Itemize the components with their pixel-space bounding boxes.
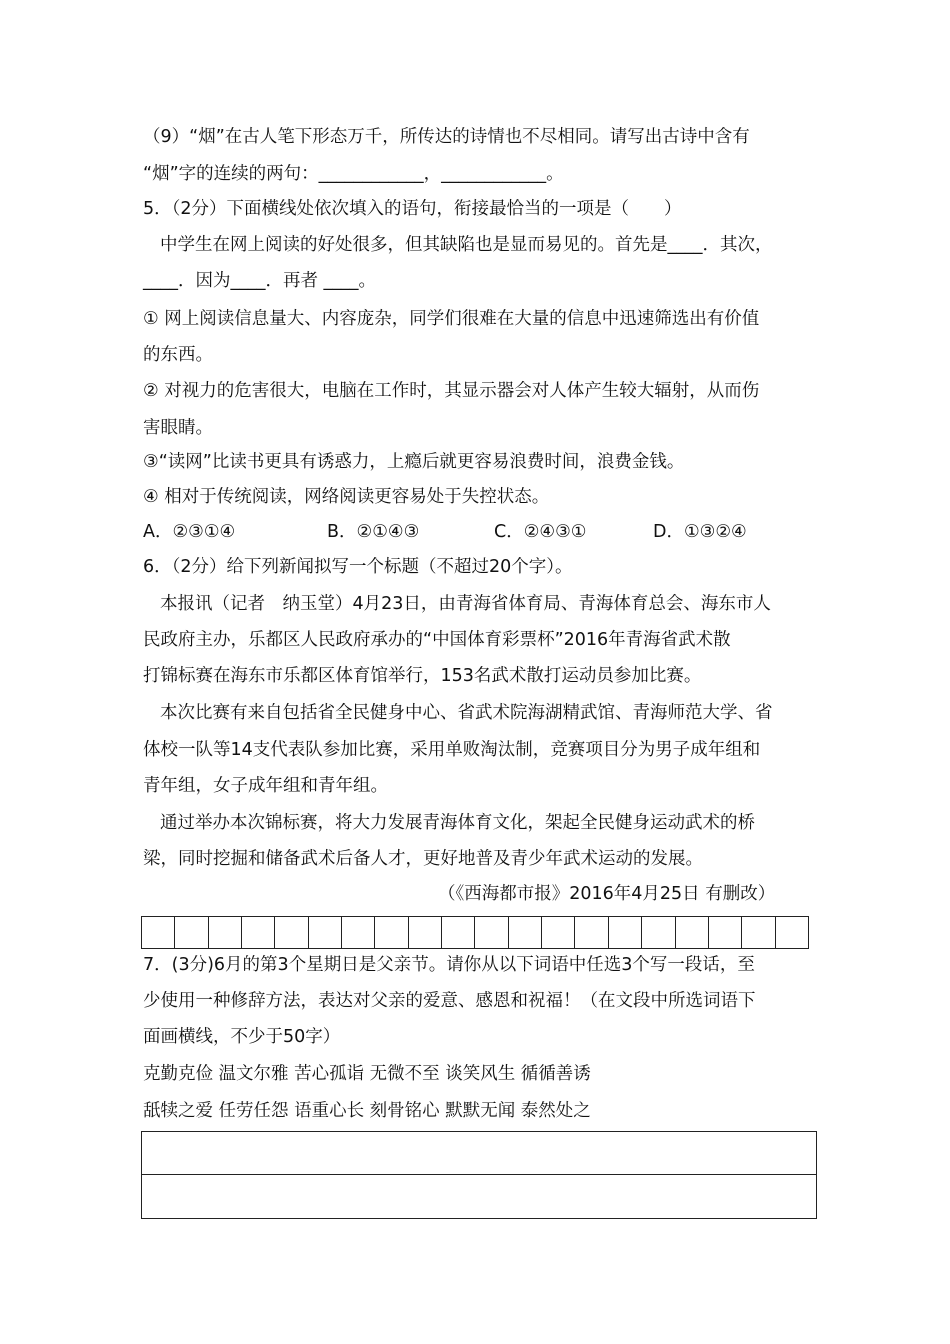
q4-9-line1: （9）“烟”在古人笔下形态万千，所传达的诗情也不尽相同。请写出古诗中含有: [143, 127, 750, 147]
q6-paragraph1-line2: 民政府主办，乐都区人民政府承办的“中国体育彩票杯”2016年青海省武术散: [143, 630, 731, 650]
q5-sentence4: ④ 相对于传统阅读，网络阅读更容易处于失控状态。: [143, 487, 550, 507]
q6-paragraph3-line1: 通过举办本次锦标赛，将大力发展青海体育文化，架起全民健身运动武术的桥: [160, 813, 755, 833]
q5-option-b: B．②①④③: [327, 522, 420, 542]
q5-passage-line1: 中学生在网上阅读的好处很多，但其缺陷也是显而易见的。首先是____．其次，: [160, 235, 773, 255]
q7-stem-line2: 少使用一种修辞方法，表达对父亲的爱意、感恩和祝福！（在文段中所选词语下: [143, 991, 756, 1011]
answer-cell[interactable]: [742, 917, 775, 948]
q5-option-c: C．②④③①: [494, 522, 587, 542]
q6-paragraph3-line2: 梁，同时挖掘和储备武术后备人才，更好地普及青少年武术运动的发展。: [143, 849, 703, 869]
answer-cell[interactable]: [275, 917, 308, 948]
q5-stem: 5．（2分）下面横线处依次填入的语句，衔接最恰当的一项是（ ）: [143, 199, 682, 219]
answer-cell[interactable]: [175, 917, 208, 948]
q6-paragraph1-line1: 本报讯（记者 纳玉堂）4月23日，由青海省体育局、青海体育总会、海东市人: [160, 594, 771, 614]
q7-words-line2: 舐犊之爱 任劳任怨 语重心长 刻骨铭心 默默无闻 泰然处之: [143, 1101, 591, 1121]
answer-cell[interactable]: [242, 917, 275, 948]
q7-answer-box[interactable]: [141, 1131, 817, 1219]
answer-cell[interactable]: [475, 917, 508, 948]
answer-cell[interactable]: [375, 917, 408, 948]
answer-cell[interactable]: [442, 917, 475, 948]
q6-source: （《西海都市报》2016年4月25日 有删改）: [438, 884, 776, 904]
answer-cell[interactable]: [542, 917, 575, 948]
q6-paragraph1-line3: 打锦标赛在海东市乐都区体育馆举行，153名武术散打运动员参加比赛。: [143, 666, 702, 686]
answer-cell[interactable]: [142, 917, 175, 948]
q5-sentence3: ③“读网”比读书更具有诱惑力，上瘾后就更容易浪费时间，浪费金钱。: [143, 452, 685, 472]
q5-option-a: A．②③①④: [143, 522, 236, 542]
answer-cell[interactable]: [209, 917, 242, 948]
answer-cell[interactable]: [776, 917, 808, 948]
q7-words-line1: 克勤克俭 温文尔雅 苦心孤诣 无微不至 谈笑风生 循循善诱: [143, 1064, 591, 1084]
answer-cell[interactable]: [676, 917, 709, 948]
answer-cell[interactable]: [609, 917, 642, 948]
answer-cell[interactable]: [642, 917, 675, 948]
q6-answer-grid[interactable]: [141, 916, 809, 949]
q4-9-line2: “烟”字的连续的两句：____________，____________。: [143, 164, 564, 184]
answer-cell[interactable]: [342, 917, 375, 948]
answer-cell[interactable]: [509, 917, 542, 948]
q5-sentence1-line2: 的东西。: [143, 345, 213, 365]
q6-paragraph2-line2: 体校一队等14支代表队参加比赛，采用单败淘汰制，竞赛项目分为男子成年组和: [143, 740, 761, 760]
q7-stem-line3: 面画横线，不少于50字）: [143, 1027, 341, 1047]
answer-cell[interactable]: [309, 917, 342, 948]
q6-stem: 6．（2分）给下列新闻拟写一个标题（不超过20个字）。: [143, 557, 573, 577]
answer-line[interactable]: [142, 1132, 816, 1175]
answer-cell[interactable]: [409, 917, 442, 948]
q5-sentence2-line2: 害眼睛。: [143, 418, 213, 438]
q5-sentence2-line1: ② 对视力的危害很大，电脑在工作时，其显示器会对人体产生较大辐射，从而伤: [143, 381, 760, 401]
q6-paragraph2-line3: 青年组，女子成年组和青年组。: [143, 776, 388, 796]
answer-cell[interactable]: [575, 917, 608, 948]
q5-sentence1-line1: ① 网上阅读信息量大、内容庞杂，同学们很难在大量的信息中迅速筛选出有价值: [143, 309, 760, 329]
answer-line[interactable]: [142, 1175, 816, 1218]
q5-passage-line2: ____．因为____．再者 ____。: [143, 271, 377, 291]
q5-option-d: D．①③②④: [653, 522, 747, 542]
q7-stem-line1: 7．(3分)6月的第3个星期日是父亲节。请你从以下词语中任选3个写一段话，至: [143, 955, 755, 975]
q6-paragraph2-line1: 本次比赛有来自包括省全民健身中心、省武术院海湖精武馆、青海师范大学、省: [160, 703, 773, 723]
answer-cell[interactable]: [709, 917, 742, 948]
